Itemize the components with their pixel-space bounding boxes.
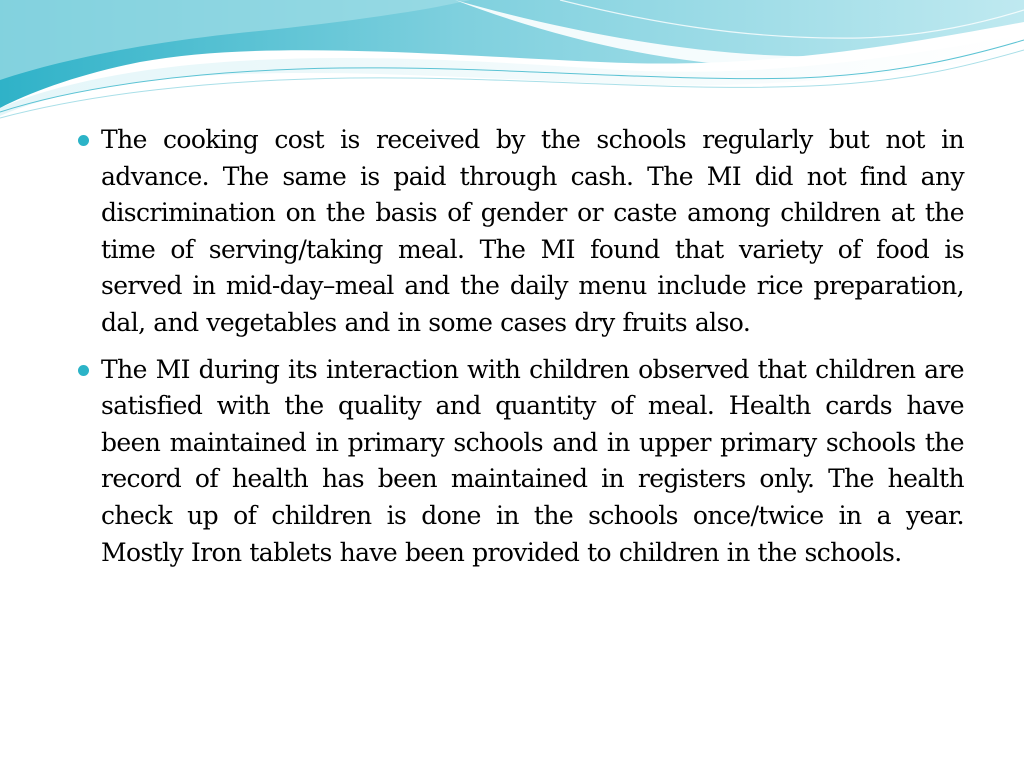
slide-body xyxy=(74,122,964,581)
bullet-dot-icon xyxy=(78,365,89,376)
bullet-item xyxy=(74,122,964,342)
header-wave-decoration xyxy=(0,0,1024,130)
bullet-list xyxy=(74,122,964,571)
bullet-item xyxy=(74,352,964,572)
bullet-text: The MI during its interaction with children observed that children are satisfied with the quality and quantity of meal. Health cards have been maintained in primary schools and in upper primary schools the record of health has been maintained in registers only. The health check up of children is done in the schools once/twice in a year. Mostly Iron tablets have been provided to children in the schools. xyxy=(101,354,964,567)
bullet-dot-icon xyxy=(78,135,89,146)
bullet-text: The cooking cost is received by the schools regularly but not in advance. The same is paid through cash. The MI did not find any discrimination on the basis of gender or caste among children at the time of serving/taking meal. The MI found that variety of food is served in mid-day–meal and the daily menu include rice preparation, dal, and vegetables and in some cases dry fruits also. xyxy=(101,125,964,337)
